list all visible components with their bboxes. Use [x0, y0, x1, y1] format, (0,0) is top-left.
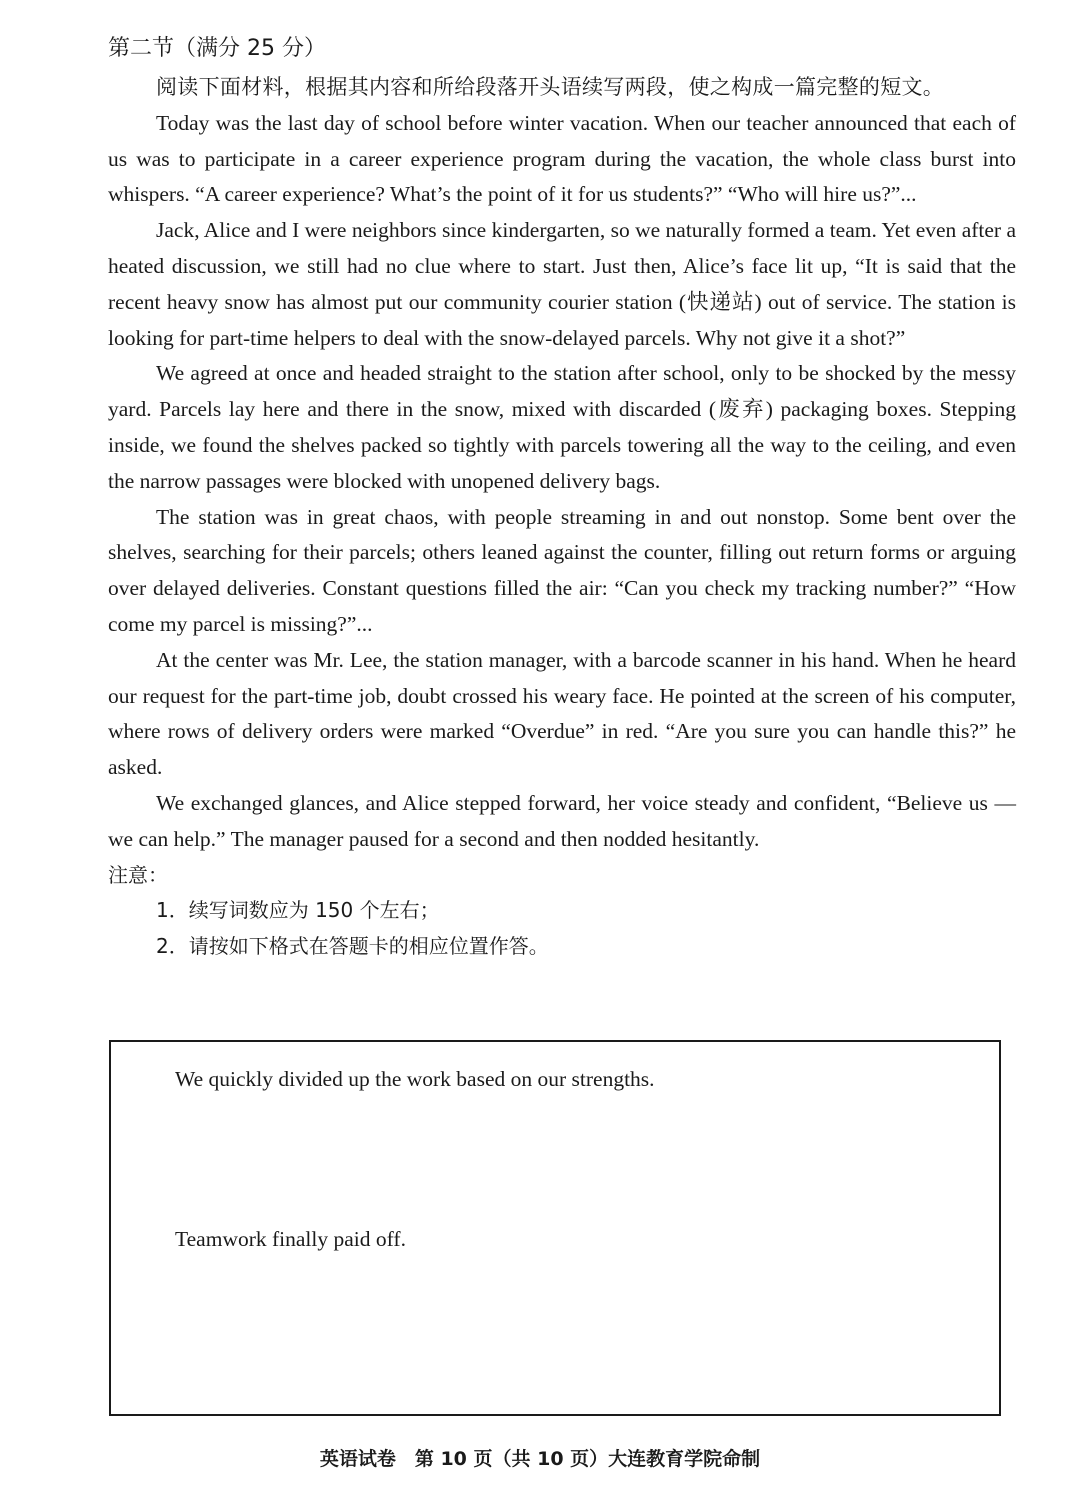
first-paragraph-opening: We quickly divided up the work based on our strengths. — [175, 1067, 655, 1091]
passage-paragraph-2: Jack, Alice and I were neighbors since kindergarten, so we naturally formed a team. Yet even after a heated discussion, we still had no clue where to start. Just then, Alice’s face lit up, “It is said that the recent heavy snow has almost put our community courier station (快递站) out of service. The station is looking for part-time helpers to deal with the snow-delayed parcels. Why not give it a shot?” — [108, 218, 1016, 350]
passage-paragraph-6: We exchanged glances, and Alice stepped forward, her voice steady and confident, “Believe us — we can help.” The manager paused for a second and then nodded hesitantly. — [108, 790, 1016, 851]
passage-paragraph-5: At the center was Mr. Lee, the station manager, with a barcode scanner in his hand. When he heard our request for the part-time job, doubt crossed his weary face. He pointed at the screen of his computer, where rows of delivery orders were marked “Overdue” in red. “Are you sure you can handle this?” he asked. — [108, 647, 1016, 780]
note-item-2: 2．请按如下格式在答题卡的相应位置作答。 — [156, 934, 549, 959]
passage-paragraph-3: We agreed at once and headed straight to the station after school, only to be shocked by the messy yard. Parcels lay here and there in the snow, mixed with discarded (废弃) packaging boxes. Stepping inside, we found the shelves packed so tightly with parcels towering all the way to the ceiling, and even the narrow passages were blocked with unopened delivery bags. — [108, 361, 1016, 493]
note-item-1: 1．续写词数应为 150 个左右； — [156, 898, 440, 923]
notes-label: 注意： — [108, 862, 168, 887]
answer-box — [109, 1040, 1001, 1416]
instruction-text: 阅读下面材料，根据其内容和所给段落开头语续写两段，使之构成一篇完整的短文。 — [156, 75, 945, 99]
passage-block — [108, 70, 1016, 965]
second-paragraph-opening: Teamwork finally paid off. — [175, 1227, 406, 1251]
passage-paragraph-4: The station was in great chaos, with people streaming in and out nonstop. Some bent over the shelves, searching for their parcels; others leaned against the counter, filling out return forms or arguing over delayed deliveries. Constant questions filled the air: “Can you check my tracking number?” “How come my parcel is missing?”... — [108, 504, 1016, 636]
page-footer: 英语试卷 第 10 页（共 10 页）大连教育学院命制 — [319, 1448, 761, 1470]
passage-paragraph-1: Today was the last day of school before winter vacation. When our teacher announced that each of us was to participate in a career experience program during the vacation, the whole class burst into whispers. “A career experience? What’s the point of it for us students?” “Who will hire us?”... — [108, 110, 1016, 207]
section-title: 第二节（满分 25 分） — [108, 36, 326, 61]
